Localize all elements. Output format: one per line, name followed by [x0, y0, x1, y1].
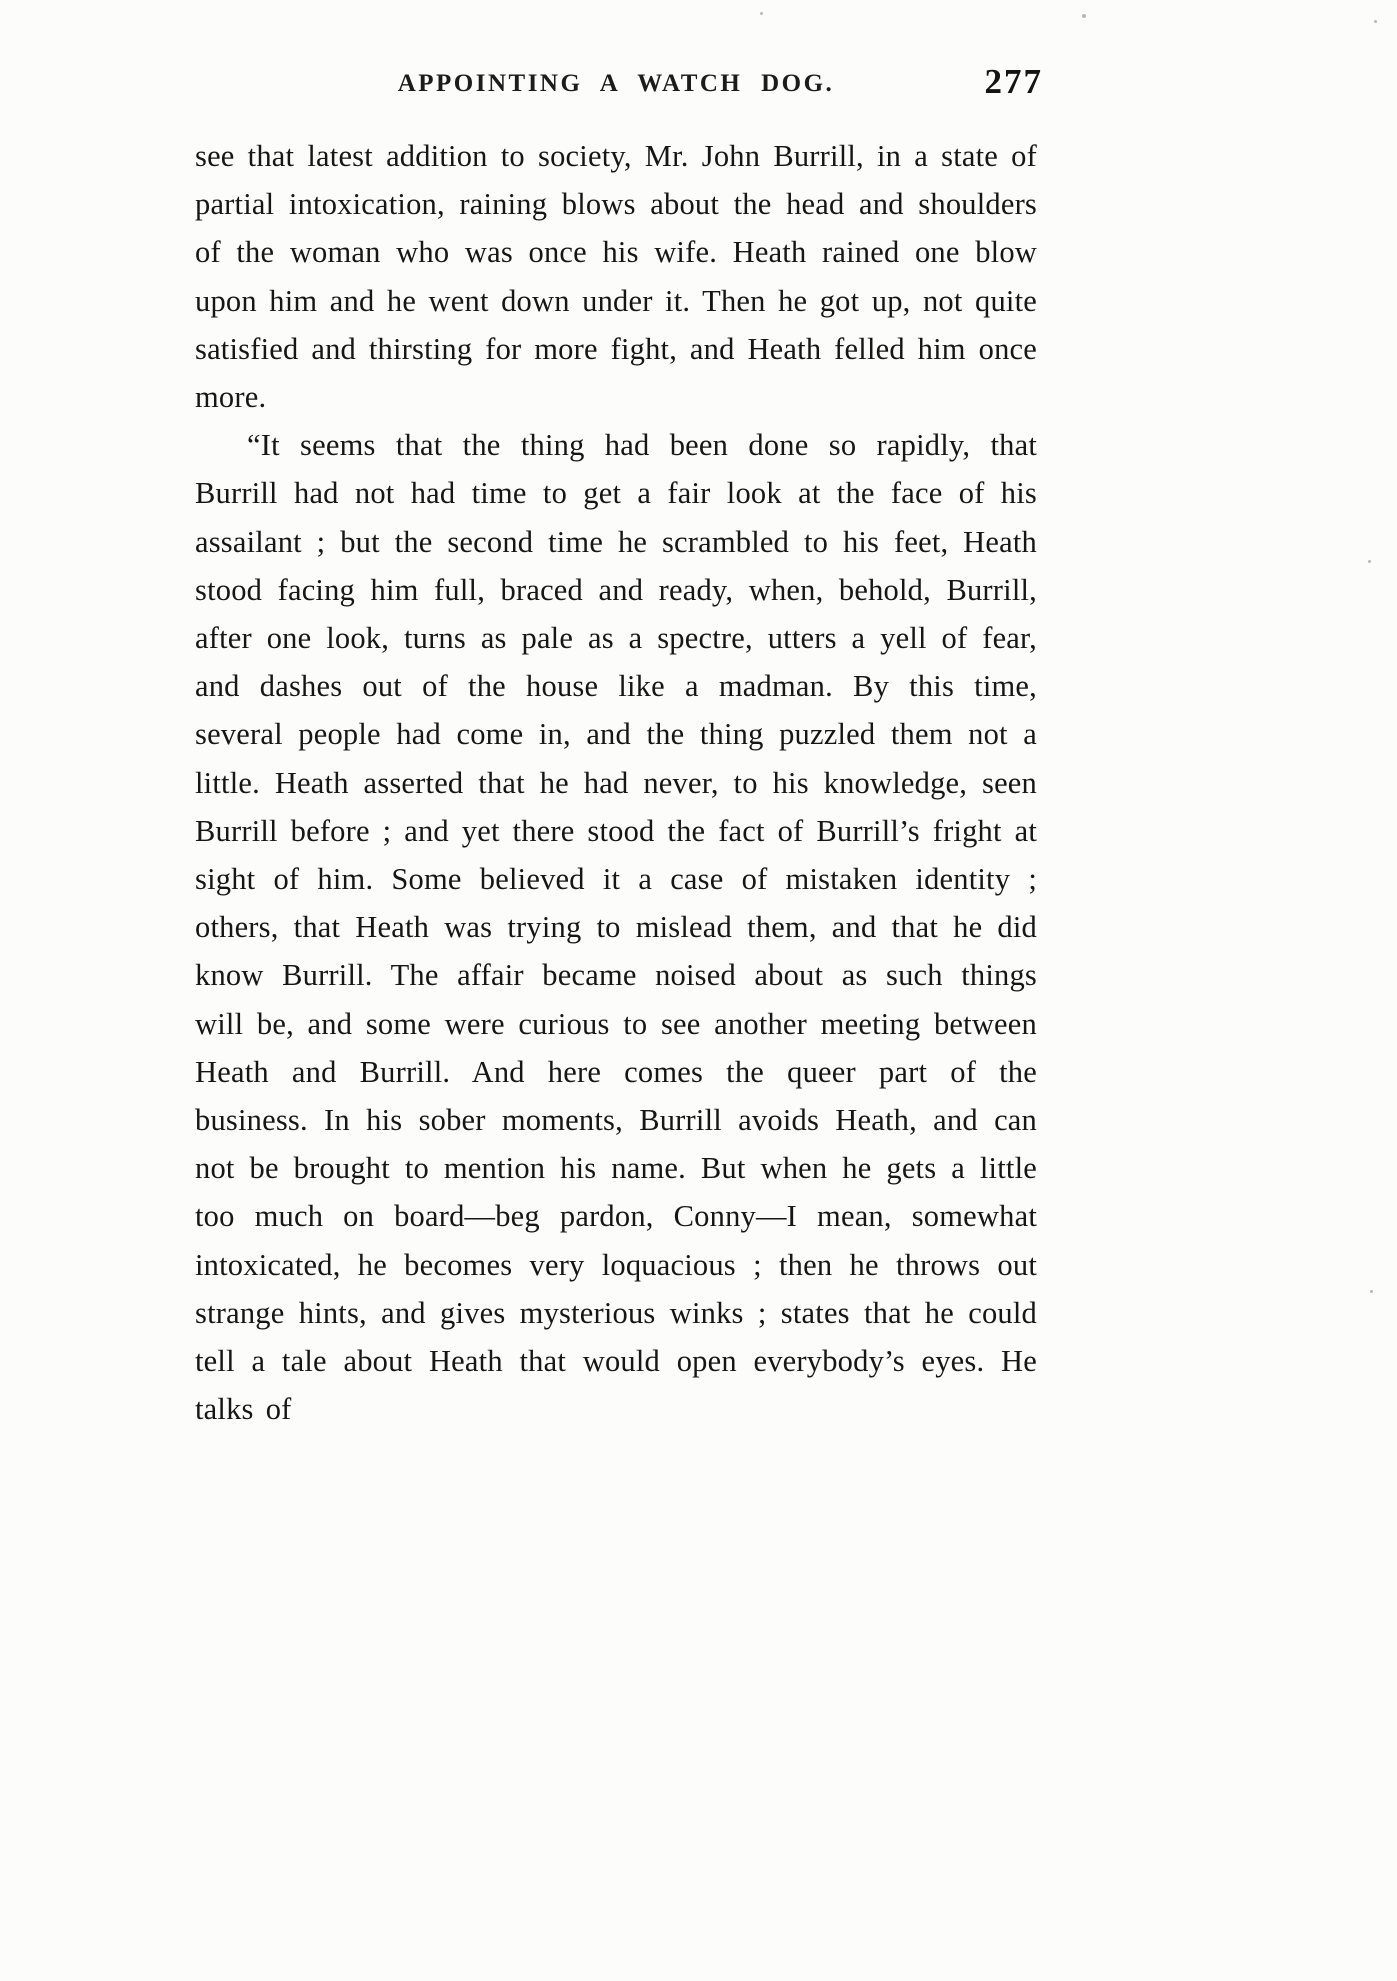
scan-speck [1374, 20, 1377, 23]
page-body [195, 132, 1037, 1433]
page-header [195, 62, 1043, 106]
page-number: 277 [984, 62, 1043, 101]
scan-speck [1082, 14, 1086, 18]
scan-speck [1370, 1290, 1373, 1293]
scan-speck [1368, 560, 1371, 563]
scan-speck [760, 12, 763, 15]
running-title: APPOINTING A WATCH DOG. [397, 70, 835, 97]
paragraph: “It seems that the thing had been done so rapidly, that Burrill had not had time to get a fair look at the face of his assailant ; but the second time he scrambled to his feet, Heath stood facing him full, braced and ready, when, behold, Burrill, after one look, turns as pale as a spectre, utters a yell of fear, and dashes out of the house like a madman. By this time, several people had come in, and the thing puzzled them not a little. Heath asserted that he had never, to his knowledge, seen Burrill before ; and yet there stood the fact of Burrill’s fright at sight of him. Some believed it a case of mistaken identity ; others, that Heath was trying to mislead them, and that he did know Burrill. The affair became noised about as such things will be, and some were curious to see another meeting between Heath and Burrill. And here comes the queer part of the business. In his sober moments, Burrill avoids Heath, and can not be brought to mention his name. But when he gets a little too much on board—beg pardon, Conny—I mean, somewhat intoxicated, he becomes very loquacious ; then he throws out strange hints, and gives mysterious winks ; states that he could tell a tale about Heath that would open everybody’s eyes. He talks of [195, 428, 1037, 1427]
paragraph: see that latest addition to society, Mr. John Burrill, in a state of partial intoxication, raining blows about the head and shoulders of the woman who was once his wife. Heath rained one blow upon him and he went down under it. Then he got up, not quite satisfied and thirsting for more fight, and Heath felled him once more. [195, 139, 1037, 415]
